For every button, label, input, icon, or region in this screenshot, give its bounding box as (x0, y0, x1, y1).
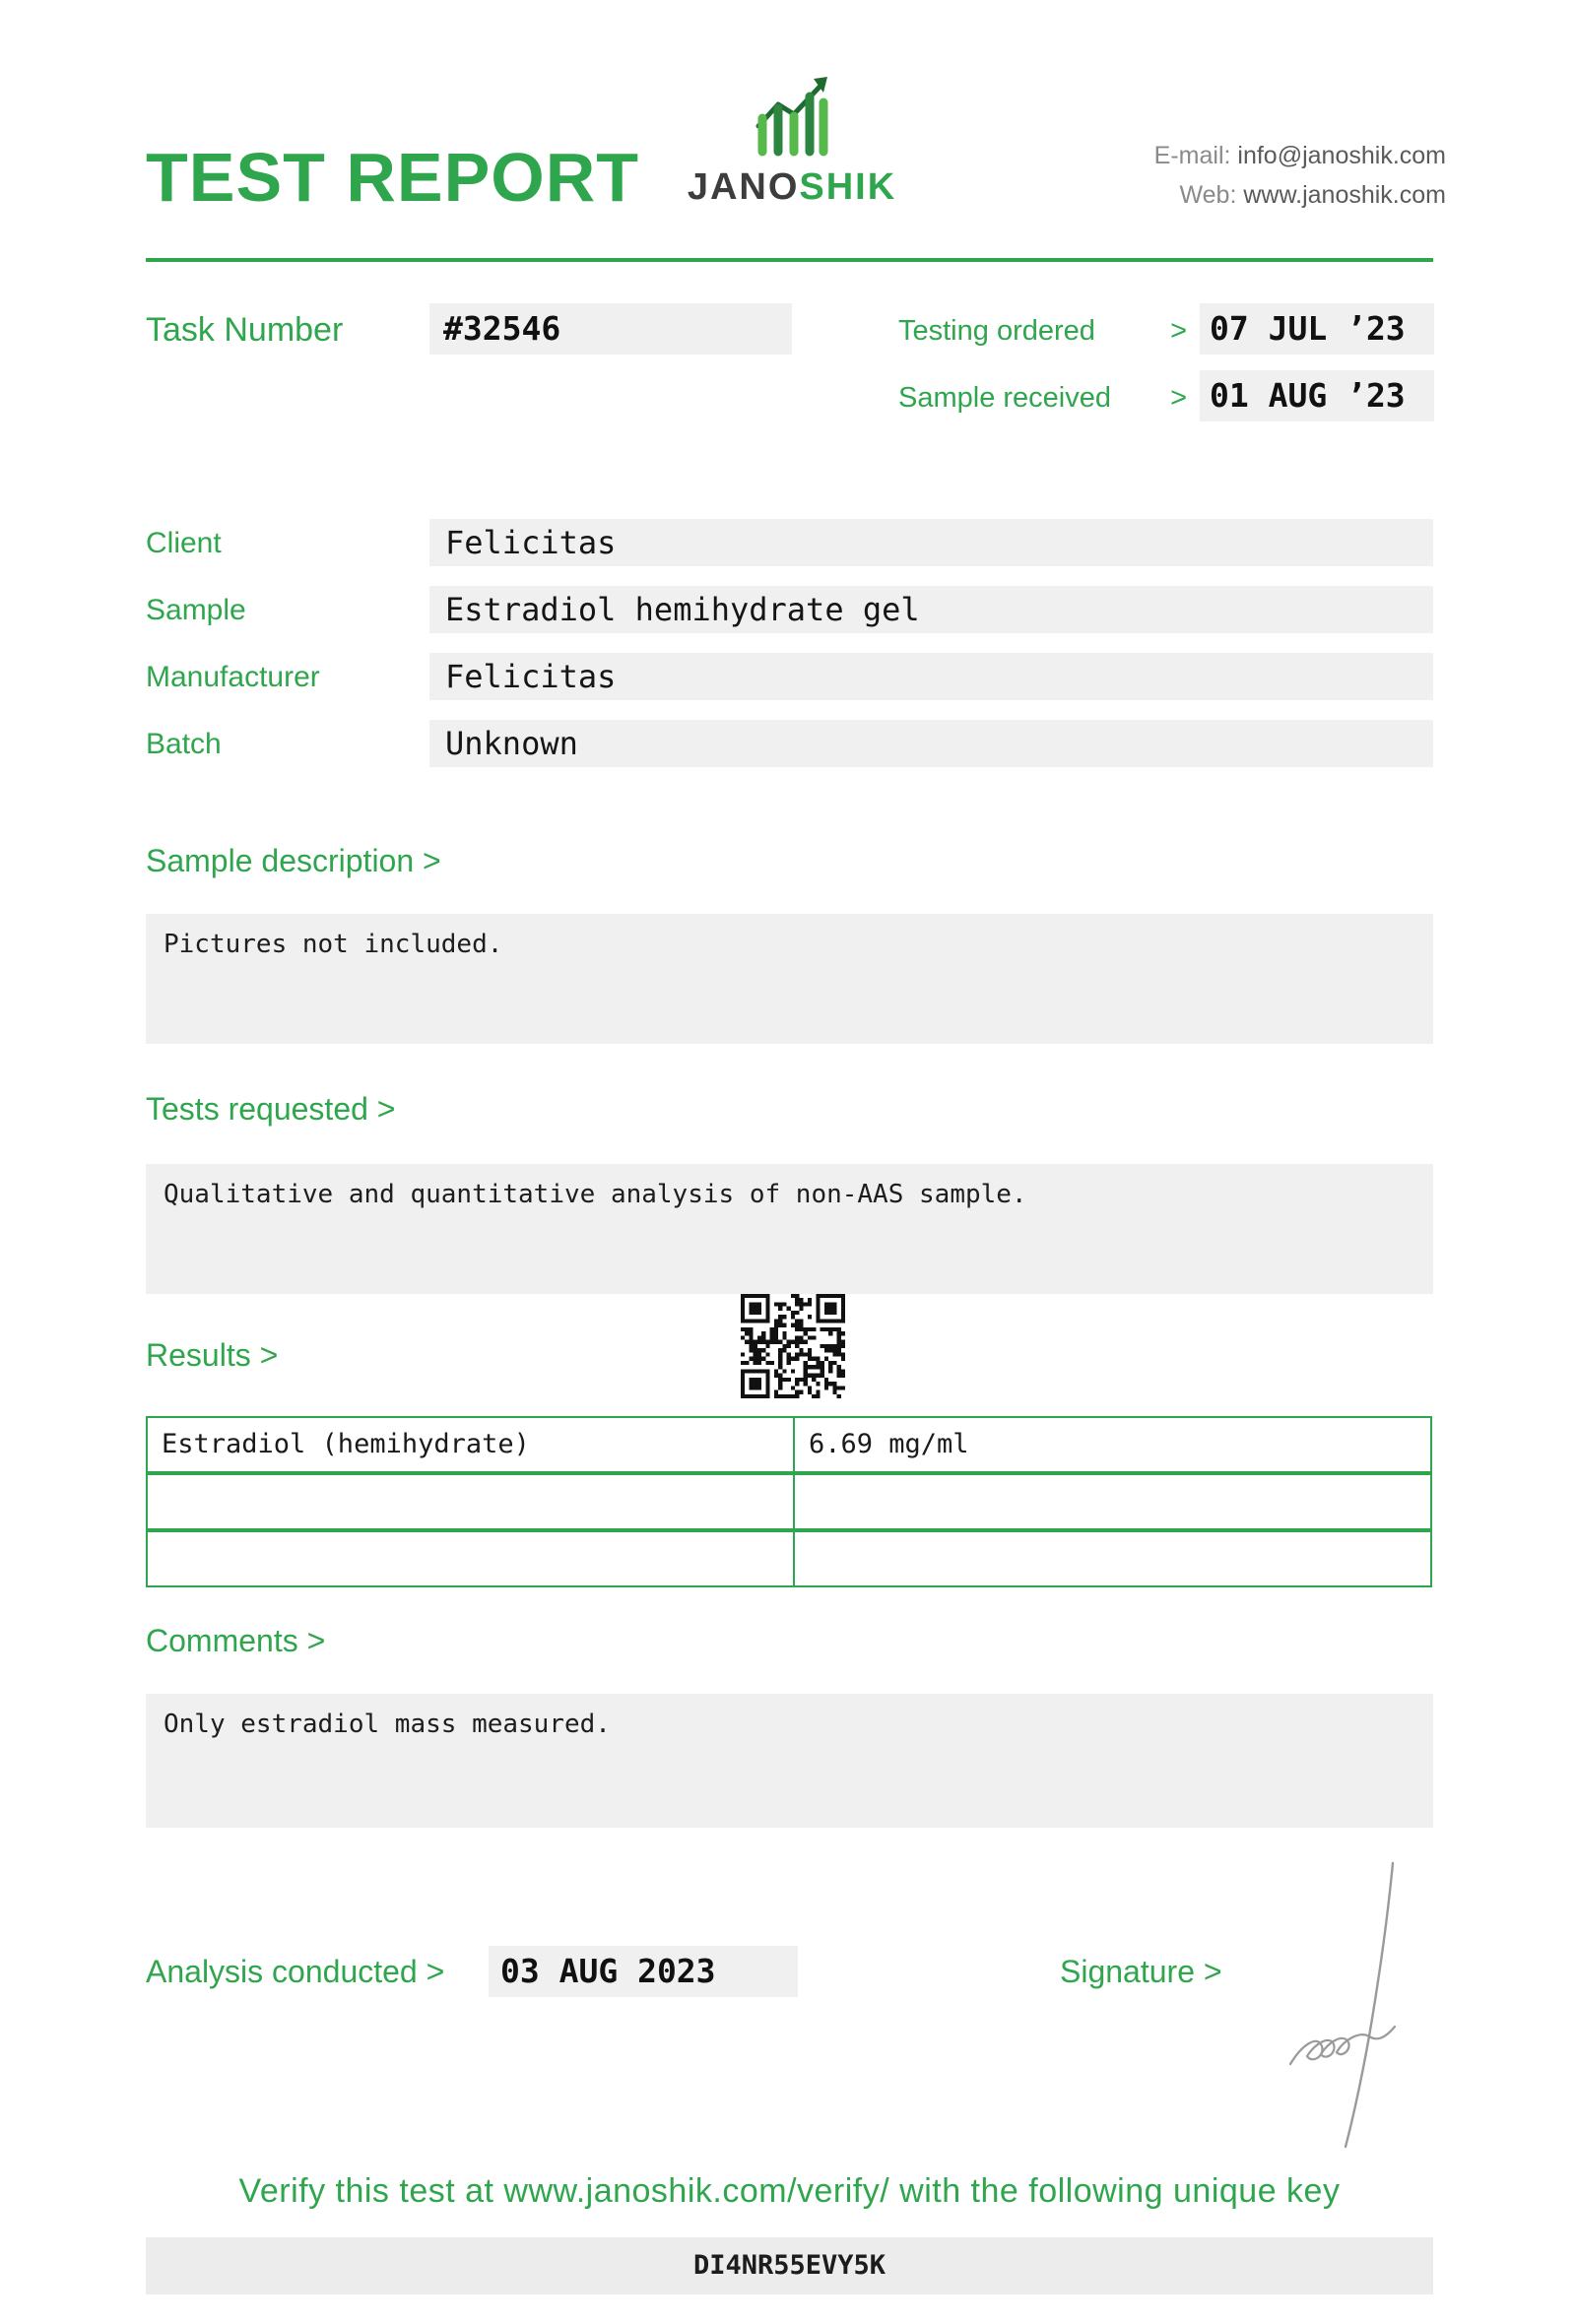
logo-text-shik: SHIK (799, 166, 897, 208)
detail-value-client: Felicitas (429, 519, 1433, 566)
signature-label: Signature > (1060, 1954, 1222, 1989)
email-label: E-mail: (1153, 142, 1231, 169)
logo-text-jano: JANO (687, 166, 800, 208)
arrow-glyph: > (1170, 315, 1187, 347)
analyte-name (148, 1532, 795, 1585)
tests-requested-label: Tests requested > (146, 1091, 396, 1127)
arrow-glyph: > (1170, 382, 1187, 414)
detail-label-manufacturer: Manufacturer (146, 661, 320, 693)
header-divider (146, 258, 1433, 262)
page-title: TEST REPORT (146, 139, 640, 216)
analyte-name (148, 1475, 795, 1528)
task-number-label: Task Number (146, 311, 344, 349)
testing-ordered-label (898, 315, 1187, 348)
analysis-date-value: 03 AUG 2023 (489, 1946, 798, 1997)
sample-description-text: Pictures not included. (164, 930, 503, 959)
task-number-value: #32546 (429, 303, 792, 355)
table-row (146, 1416, 1432, 1473)
detail-label-batch: Batch (146, 728, 222, 760)
tests-requested-text: Qualitative and quantitative analysis of non-AAS sample. (164, 1180, 1027, 1209)
tests-requested-box (146, 1164, 1433, 1294)
detail-value-manufacturer: Felicitas (429, 653, 1433, 700)
results-label: Results > (146, 1337, 279, 1373)
testing-ordered-value: 07 JUL ’23 (1200, 303, 1434, 355)
comments-box (146, 1694, 1433, 1828)
comments-text: Only estradiol mass measured. (164, 1710, 611, 1739)
detail-label-client: Client (146, 527, 222, 559)
comments-label: Comments > (146, 1623, 326, 1658)
qr-code (741, 1294, 845, 1398)
web-value: www.janoshik.com (1243, 181, 1446, 209)
web-line (1154, 175, 1446, 215)
detail-value-sample: Estradiol hemihydrate gel (429, 586, 1433, 633)
table-row (146, 1473, 1432, 1530)
analysis-conducted-label: Analysis conducted > (146, 1954, 445, 1989)
testing-ordered-text: Testing ordered (898, 315, 1095, 347)
sample-received-value: 01 AUG ’23 (1200, 370, 1434, 421)
analyte-value (795, 1475, 1430, 1528)
detail-label-sample: Sample (146, 594, 246, 626)
detail-value-batch: Unknown (429, 720, 1433, 767)
analyte-name: Estradiol (hemihydrate) (148, 1418, 795, 1471)
email-value: info@janoshik.com (1237, 142, 1446, 169)
results-table (146, 1416, 1432, 1587)
web-label: Web: (1179, 181, 1237, 209)
logo-text (678, 166, 906, 209)
sample-description-box (146, 914, 1433, 1044)
verify-text: Verify this test at www.janoshik.com/verify/ with the following unique key (238, 2172, 1341, 2210)
analyte-value: 6.69 mg/ml (809, 1429, 969, 1459)
logo-chart-icon (678, 69, 906, 164)
email-line (1154, 136, 1446, 175)
sample-received-text: Sample received (898, 382, 1111, 414)
analyte-value (795, 1532, 1430, 1585)
sample-description-label: Sample description > (146, 843, 441, 878)
janoshik-logo (678, 69, 906, 209)
table-row (146, 1530, 1432, 1587)
sample-received-label (898, 382, 1187, 415)
signature-scribble (1277, 1857, 1424, 2158)
unique-key: DI4NR55EVY5K (146, 2237, 1433, 2294)
contact-info (1154, 136, 1446, 215)
